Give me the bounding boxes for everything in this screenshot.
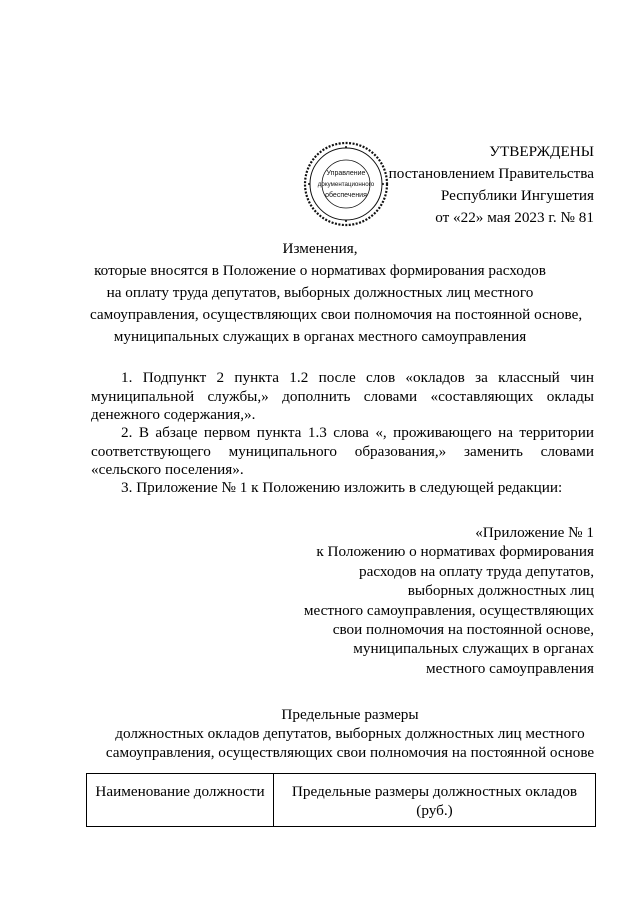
- table-header-salary-line-1: Предельные размеры должностных окладов: [291, 783, 578, 800]
- approved-line-1: постановлением Правительства: [388, 165, 594, 182]
- paragraph-3: [91, 479, 594, 498]
- paragraph-2-line-1: 2. В абзаце первом пункта 1.3 слова «, проживающего на территории: [121, 424, 594, 441]
- stamp-text-2: документационного: [317, 181, 375, 188]
- limits-title-line-3: самоуправления, осуществляющих свои полномочия на постоянной основе: [105, 744, 595, 761]
- limits-title-line-2: должностных окладов депутатов, выборных должностных лиц местного: [115, 725, 585, 742]
- changes-title-line-1: Изменения,: [282, 240, 358, 257]
- paragraph-2-line-3: «сельского поселения».: [91, 461, 244, 478]
- approved-date-line: от «22» мая 2023 г. № 81: [435, 209, 594, 226]
- approved-line-2: Республики Ингушетия: [440, 187, 594, 204]
- appendix-block: [304, 523, 594, 678]
- paragraph-1-line-2: муниципальной службы,» дополнить словами «составляющих оклады: [91, 387, 594, 405]
- stamp-seal-icon: [303, 141, 389, 227]
- table-header-salary-line-2: (руб.): [416, 802, 453, 819]
- paragraph-1-line-1: 1. Подпункт 2 пункта 1.2 после слов «окладов за классный чин: [121, 369, 594, 386]
- appendix-line-2: к Положению о нормативах формирования: [316, 543, 594, 561]
- appendix-line-1: «Приложение № 1: [475, 524, 594, 541]
- paragraph-2-line-2: соответствующего муниципального образования,» заменить словами: [91, 442, 594, 460]
- paragraph-1-line-3: денежного содержания,».: [91, 406, 256, 423]
- changes-title: [90, 238, 583, 348]
- appendix-line-3: расходов на оплату труда депутатов,: [359, 562, 594, 580]
- table-header-salary: [274, 774, 596, 827]
- paragraph-2: [91, 424, 594, 480]
- appendix-line-4: выборных должностных лиц: [407, 582, 594, 600]
- limits-table: [86, 773, 596, 827]
- approved-heading: УТВЕРЖДЕНЫ: [489, 143, 594, 160]
- table-header-position: Наименование должности: [87, 774, 274, 827]
- limits-title: [60, 705, 640, 762]
- table-header-row: [87, 774, 596, 827]
- appendix-line-7: муниципальных служащих в органах: [353, 640, 594, 658]
- paragraph-3-line-1: 3. Приложение № 1 к Положению изложить в следующей редакции:: [121, 479, 563, 496]
- paragraph-1: [91, 369, 594, 425]
- changes-title-line-2: которые вносятся в Положение о нормативах формирования расходов: [94, 262, 546, 279]
- stamp-text-3: обеспечения: [325, 192, 367, 199]
- changes-title-line-3: на оплату труда депутатов, выборных должностных лиц местного: [106, 284, 534, 301]
- changes-title-line-4: самоуправления, осуществляющих свои полномочия на постоянной основе,: [90, 306, 583, 323]
- appendix-line-5: местного самоуправления, осуществляющих: [303, 601, 594, 619]
- changes-title-line-5: муниципальных служащих в органах местного самоуправления: [113, 328, 527, 345]
- approval-block: [389, 141, 594, 229]
- limits-title-line-1: Предельные размеры: [281, 706, 419, 723]
- appendix-line-6: свои полномочия на постоянной основе,: [332, 621, 594, 639]
- appendix-line-8: местного самоуправления: [426, 659, 594, 677]
- stamp-text-1: Управление: [326, 170, 366, 177]
